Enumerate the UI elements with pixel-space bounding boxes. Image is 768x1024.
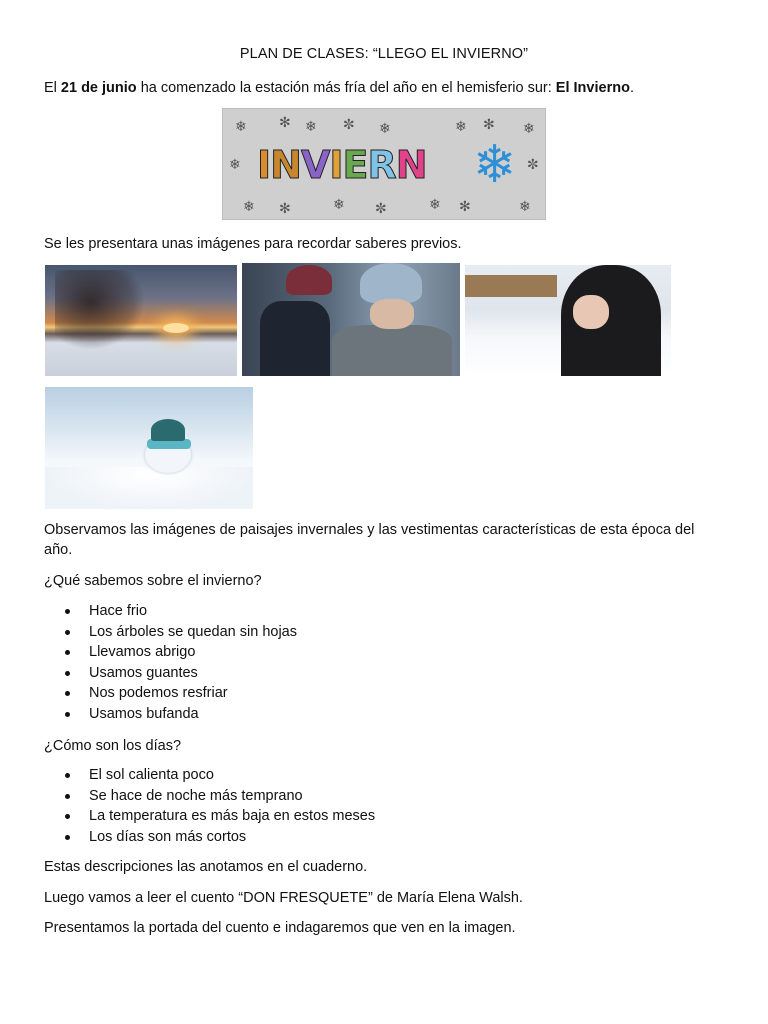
list-item: Llevamos abrigo: [44, 642, 297, 663]
snowflake-icon: ✻: [459, 198, 471, 214]
snowflake-icon: ✻: [279, 200, 291, 216]
snowflake-icon: ✼: [343, 116, 355, 132]
list-item: Los días son más cortos: [44, 827, 375, 848]
snowflake-icon: ✻: [483, 116, 495, 132]
question-days: ¿Cómo son los días?: [44, 738, 182, 754]
banner-letter: R: [367, 143, 396, 187]
intro-paragraph: [44, 78, 724, 98]
days-facts-list: [44, 765, 375, 847]
winter-sunset-photo: [45, 265, 237, 376]
bullet-icon: [65, 671, 70, 676]
banner-letter: E: [342, 143, 368, 187]
bullet-icon: [65, 691, 70, 696]
intro-text-1: El: [44, 80, 61, 96]
snowflake-icon: ❄: [305, 118, 317, 134]
bare-tree-shape: [55, 270, 145, 350]
bullet-icon: [65, 835, 70, 840]
snowflake-icon: ❄: [523, 120, 535, 136]
list-item: Usamos guantes: [44, 663, 297, 684]
banner-letter: N: [270, 143, 301, 187]
reading-paragraph: Luego vamos a leer el cuento “DON FRESQUETE” de María Elena Walsh.: [44, 890, 523, 906]
coat-shape: [260, 301, 330, 376]
snowman-photo: [45, 387, 253, 509]
list-item: El sol calienta poco: [44, 765, 375, 786]
list-item: Usamos bufanda: [44, 704, 297, 725]
snowflake-icon: ❄: [455, 118, 467, 134]
intro-season: El Invierno: [555, 80, 630, 96]
knit-hat-shape: [286, 265, 332, 295]
bullet-icon: [65, 794, 70, 799]
woman-hot-drink-photo: [465, 265, 671, 376]
banner-letter: N: [395, 143, 427, 187]
list-item: Los árboles se quedan sin hojas: [44, 622, 297, 643]
snowflake-icon: ✼: [375, 200, 387, 216]
coat-shape: [332, 325, 452, 376]
knit-hat-shape: [360, 263, 422, 303]
face-shape: [370, 299, 414, 329]
cover-paragraph: Presentamos la portada del cuento e indagaremos que ven en la imagen.: [44, 920, 516, 936]
invierno-banner-image: [222, 108, 546, 220]
people-in-cold-photo: [242, 263, 460, 376]
intro-text-2: ha comenzado la estación más fría del año en el hemisferio sur:: [136, 80, 556, 96]
list-item: La temperatura es más baja en estos meses: [44, 806, 375, 827]
cabin-shape: [465, 275, 557, 297]
snowflake-icon: ❄: [429, 196, 441, 212]
bullet-icon: [65, 630, 70, 635]
presentation-paragraph: Se les presentara unas imágenes para recordar saberes previos.: [44, 236, 462, 252]
list-item: Nos podemos resfriar: [44, 683, 297, 704]
bullet-icon: [65, 773, 70, 778]
bullet-icon: [65, 814, 70, 819]
snowflake-icon: ✼: [527, 156, 539, 172]
bullet-icon: [65, 650, 70, 655]
notes-paragraph: Estas descripciones las anotamos en el cuaderno.: [44, 859, 368, 875]
snowflake-icon: ❄: [519, 198, 531, 214]
list-item: Hace frio: [44, 601, 297, 622]
list-item: Se hace de noche más temprano: [44, 786, 375, 807]
snowman-hat-shape: [151, 419, 185, 441]
winter-facts-list: [44, 601, 297, 724]
snowflake-icon: ❄: [229, 156, 241, 172]
bullet-icon: [65, 609, 70, 614]
banner-letter: I: [329, 143, 343, 187]
snowflake-icon: ❄: [235, 118, 247, 134]
banner-letter: V: [300, 143, 330, 187]
sunset-shape: [163, 323, 189, 333]
snowflake-icon: ❄: [243, 198, 255, 214]
snowflake-icon: ✻: [279, 114, 291, 130]
bullet-icon: [65, 712, 70, 717]
snowflake-icon: ❄: [379, 120, 391, 136]
document-title: PLAN DE CLASES: “LLEGO EL INVIERNO”: [239, 46, 529, 62]
intro-date: 21 de junio: [60, 80, 137, 96]
question-winter: ¿Qué sabemos sobre el invierno?: [44, 573, 262, 589]
observation-paragraph: Observamos las imágenes de paisajes invernales y las vestimentas características de esta época del año.: [44, 522, 695, 558]
snowflake-icon: ❄: [333, 196, 345, 212]
snow-drift-shape: [45, 467, 253, 509]
intro-text-3: .: [629, 80, 634, 96]
banner-letter: I: [257, 143, 271, 187]
big-snowflake-icon: ❄: [473, 136, 517, 194]
face-shape: [573, 295, 609, 329]
